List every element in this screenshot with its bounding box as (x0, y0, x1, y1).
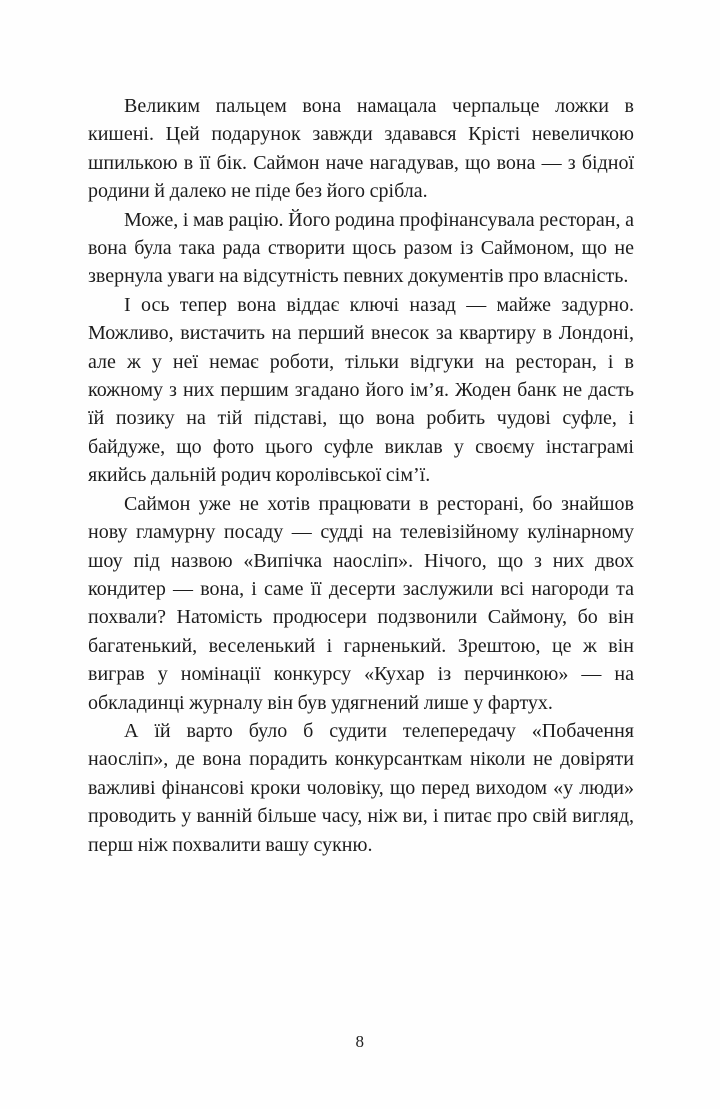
paragraph: Великим пальцем вона намацала черпальце ложки в кишені. Цей подарунок завжди здавався Крісті невеличкою шпилькою в її бік. Саймон наче нагадував, що вона — з бідної родини й далеко не піде без його срібла. (88, 95, 634, 203)
paragraph: Може, і мав рацію. Його родина профінансувала ресторан, а вона була така рада створити щось разом із Саймоном, що не звернула уваги на відсутність певних документів про власність. (88, 208, 634, 288)
body-text (88, 92, 634, 859)
paragraph: І ось тепер вона віддає ключі назад — майже задурно. Можливо, вистачить на перший внесок за квартиру в Лондоні, але ж у неї немає роботи, тільки відгуки на ресторан, і в кожному з них першим згадано його ім’я. Жоден банк не дасть їй позику на тій підставі, що вона робить чудові суфле, і байдуже, що фото цього суфле виклав у своєму інстаграмі якийсь дальній родич королівської сім’ї. (88, 293, 634, 487)
page-footer (0, 1032, 720, 1052)
page-number: 8 (355, 1032, 365, 1051)
paragraph: Саймон уже не хотів працювати в ресторані, бо знайшов нову гламурну посаду — судді на телевізійному кулінарному шоу під назвою «Випічка наосліп». Нічого, що з них двох кондитер — вона, і саме її десерти заслужили всі нагороди та похвали? Натомість продюсери подзвонили Саймону, бо він багатенький, веселенький і гарненький. Зрештою, це ж він виграв у номінації конкурсу «Кухар із перчинкою» — на обкладинці журналу він був удягнений лише у фартух. (88, 492, 634, 714)
paragraph: А їй варто було б судити телепередачу «Побачення наосліп», де вона порадить конкурсанткам ніколи не довіряти важливі фінансові кроки чоловіку, що перед виходом «у люди» проводить у ванній більше часу, ніж ви, і питає про свій вигляд, перш ніж похвалити вашу сукню. (88, 719, 634, 856)
